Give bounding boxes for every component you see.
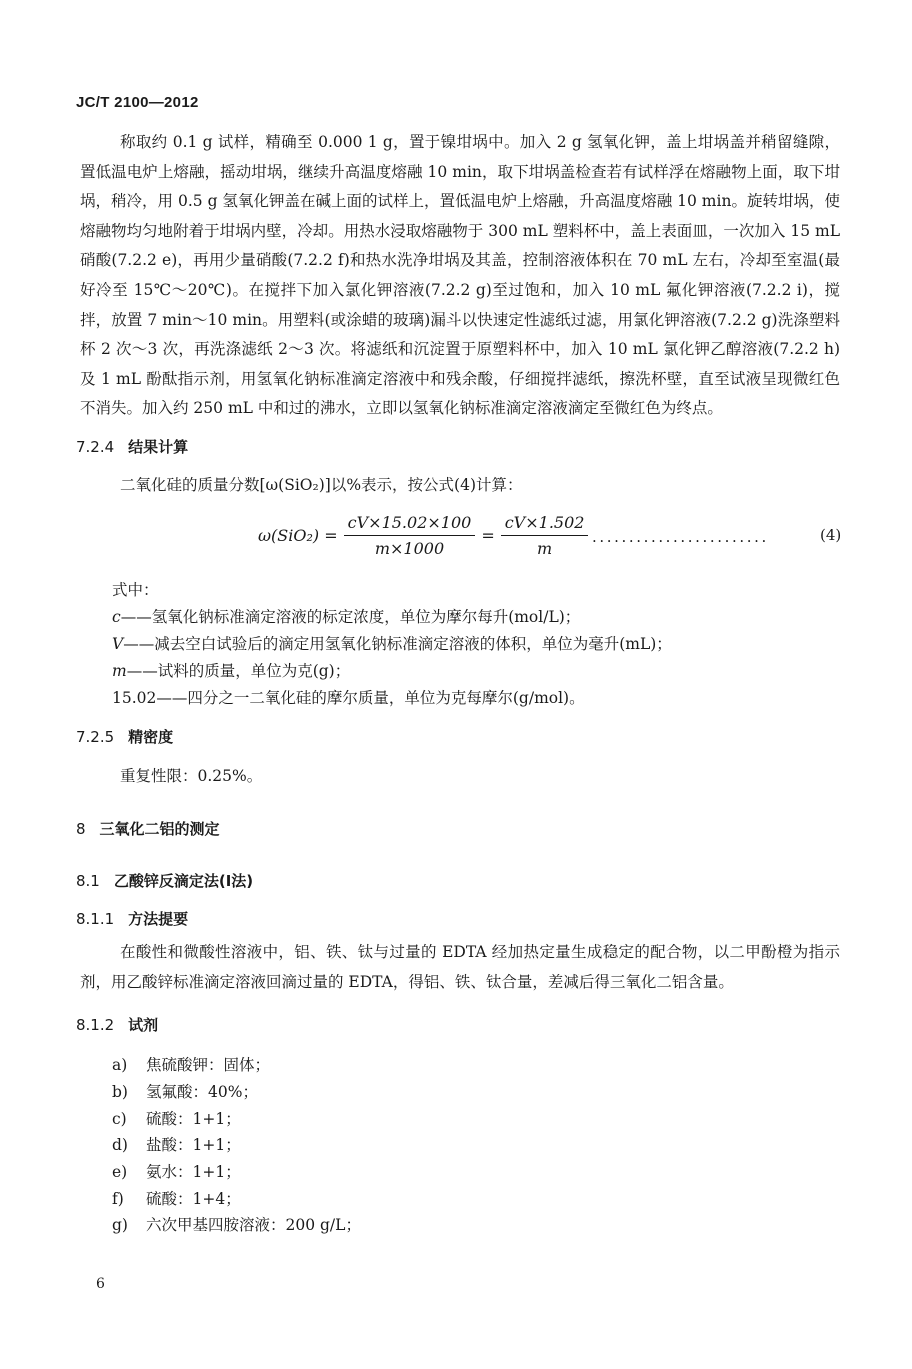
fraction-2-denominator: m bbox=[537, 538, 553, 558]
definition-text: ——四分之一二氧化硅的摩尔质量，单位为克每摩尔(g/mol)。 bbox=[156, 689, 585, 707]
item-text: 硫酸：1+4； bbox=[146, 1190, 241, 1208]
item-text: 硫酸：1+1； bbox=[146, 1110, 241, 1128]
formula-4 bbox=[258, 508, 594, 562]
definition-text: ——试料的质量，单位为克(g)； bbox=[126, 662, 351, 680]
fraction-1-denominator: m×1000 bbox=[374, 538, 445, 558]
fraction-2 bbox=[501, 513, 589, 558]
section-heading-8-1-2 bbox=[76, 1014, 158, 1035]
reagent-item bbox=[112, 1080, 258, 1102]
item-text: 六次甲基四胺溶液：200 g/L； bbox=[146, 1216, 361, 1234]
equation-leader-dots: ........................ bbox=[592, 528, 769, 546]
reagent-item bbox=[112, 1213, 361, 1235]
definition-c bbox=[112, 605, 580, 627]
section-title: 精密度 bbox=[128, 728, 174, 746]
reagent-item bbox=[112, 1160, 241, 1182]
equation-number: (4) bbox=[820, 526, 842, 544]
section-heading-8-1-1 bbox=[76, 908, 188, 929]
fraction-1 bbox=[344, 513, 476, 558]
reagent-item bbox=[112, 1133, 241, 1155]
definition-symbol: V bbox=[112, 635, 124, 653]
definition-symbol: 15.02 bbox=[112, 689, 157, 707]
section-number: 8 bbox=[76, 820, 86, 838]
section-title: 结果计算 bbox=[128, 438, 189, 456]
reagent-item bbox=[112, 1187, 241, 1209]
fraction-2-numerator: cV×1.502 bbox=[501, 513, 589, 536]
item-label: e) bbox=[112, 1163, 128, 1181]
section-number: 8.1.2 bbox=[76, 1016, 115, 1034]
section-number: 7.2.5 bbox=[76, 728, 115, 746]
page-number: 6 bbox=[96, 1276, 105, 1292]
definition-text: ——减去空白试验后的滴定用氢氧化钠标准滴定溶液的体积，单位为毫升(mL)； bbox=[123, 635, 672, 653]
item-text: 氢氟酸：40%； bbox=[146, 1083, 258, 1101]
section-title: 三氧化二铝的测定 bbox=[99, 820, 220, 838]
precision-text: 重复性限：0.25%。 bbox=[120, 767, 263, 785]
definition-v bbox=[112, 632, 672, 654]
definition-15-02 bbox=[112, 686, 585, 708]
item-label: g) bbox=[112, 1216, 128, 1234]
item-text: 氨水：1+1； bbox=[146, 1163, 241, 1181]
section-heading-7-2-4 bbox=[76, 436, 188, 457]
section-number: 7.2.4 bbox=[76, 438, 115, 456]
standard-code: JC/T 2100—2012 bbox=[76, 94, 199, 111]
intro-paragraph: 称取约 0.1 g 试样，精确至 0.000 1 g，置于镍坩埚中。加入 2 g 氢氧化钾，盖上坩埚盖并稍留缝隙，置低温电炉上熔融，摇动坩埚，继续升高温度熔融 10 min，取下坩埚盖检查若有试样浮在熔融物上面，取下坩埚，稍冷，用 0.5 g 氢氧化钾盖在碱上面的试样上，置低温电炉上熔融，升高温度熔融 10 min。旋转坩埚，使熔融物均匀地附着于坩埚内壁，冷却。用热水浸取熔融物于 300 mL 塑料杯中，盖上表面皿，一次加入 15 mL 硝酸(7.2.2 e)，再用少量硝酸(7.2.2 f)和热水洗净坩埚及其盖，控制溶液体积在 70 mL 左右，冷却至室温(最好冷至 15℃～20℃)。在搅拌下加入氯化钾溶液(7.2.2 g)至过饱和，加入 10 mL 氟化钾溶液(7.2.2 i)，搅拌，放置 7 min～10 min。用塑料(或涂蜡的玻璃)漏斗以快速定性滤纸过滤，用氯化钾溶液(7.2.2 g)洗涤塑料杯 2 次～3 次，再洗涤滤纸 2～3 次。将滤纸和沉淀置于原塑料杯中，加入 10 mL 氯化钾乙醇溶液(7.2.2 h)及 1 mL 酚酞指示剂，用氢氧化钠标准滴定溶液中和残余酸，仔细搅拌滤纸，擦洗杯壁，直至试液呈现微红色不消失。加入约 250 mL 中和过的沸水，立即以氢氧化钠标准滴定溶液滴定至微红色为终点。 bbox=[80, 133, 840, 418]
section-heading-8-1 bbox=[76, 870, 253, 891]
item-label: c) bbox=[112, 1110, 127, 1128]
item-label: b) bbox=[112, 1083, 128, 1101]
formula-lhs: ω(SiO₂) = bbox=[258, 525, 338, 545]
formula-equals: = bbox=[481, 525, 495, 545]
definition-symbol: m bbox=[112, 662, 127, 680]
item-label: d) bbox=[112, 1136, 128, 1154]
section-number: 8.1 bbox=[76, 872, 100, 890]
section-heading-7-2-5 bbox=[76, 726, 173, 747]
fraction-1-numerator: cV×15.02×100 bbox=[344, 513, 476, 536]
where-label: 式中： bbox=[112, 581, 159, 599]
method-summary-paragraph: 在酸性和微酸性溶液中，铝、铁、钛与过量的 EDTA 经加热定量生成稳定的配合物，以二甲酚橙为指示剂，用乙酸锌标准滴定溶液回滴过量的 EDTA，得铝、铁、钛合量，差减后得三氧化二铝含量。 bbox=[80, 943, 840, 991]
section-number: 8.1.1 bbox=[76, 910, 115, 928]
formula-intro-text: 二氧化硅的质量分数[ω(SiO₂)]以%表示，按公式(4)计算： bbox=[120, 476, 523, 494]
section-title: 乙酸锌反滴定法(Ⅰ法) bbox=[113, 872, 254, 890]
reagent-item bbox=[112, 1107, 241, 1129]
definition-text: ——氢氧化钠标准滴定溶液的标定浓度，单位为摩尔每升(mol/L)； bbox=[120, 608, 581, 626]
section-title: 试剂 bbox=[128, 1016, 159, 1034]
item-text: 焦硫酸钾：固体； bbox=[146, 1056, 271, 1074]
definition-symbol: c bbox=[112, 608, 121, 626]
definition-m bbox=[112, 659, 350, 681]
item-label: a) bbox=[112, 1056, 128, 1074]
section-heading-8 bbox=[76, 818, 220, 839]
section-title: 方法提要 bbox=[128, 910, 189, 928]
reagent-item bbox=[112, 1053, 270, 1075]
item-text: 盐酸：1+1； bbox=[146, 1136, 241, 1154]
item-label: f) bbox=[112, 1190, 124, 1208]
